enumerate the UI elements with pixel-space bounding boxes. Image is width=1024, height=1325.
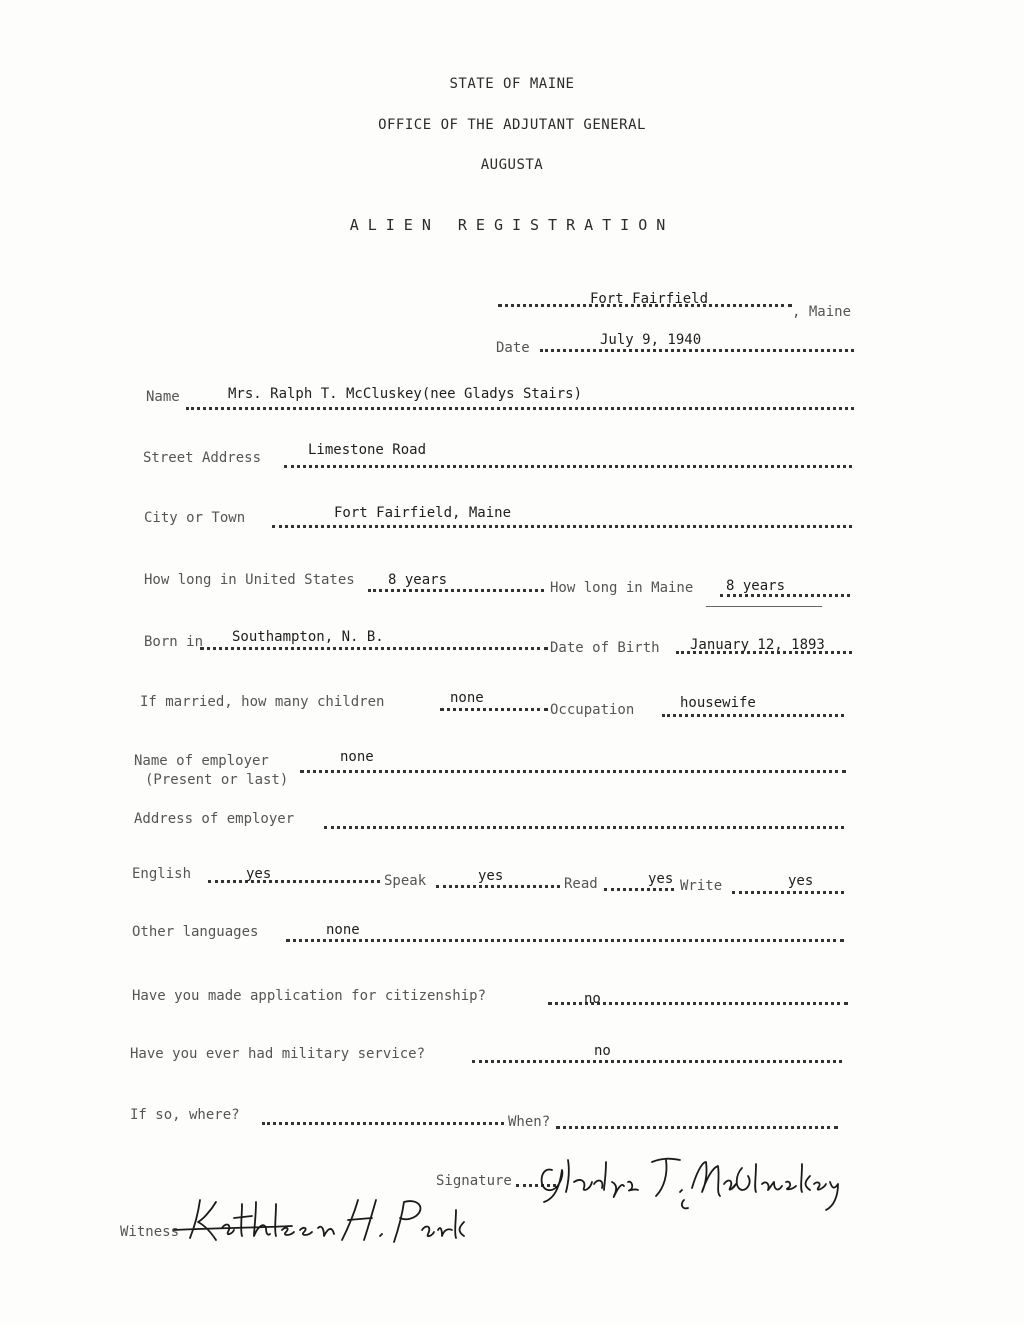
date-value: July 9, 1940	[600, 332, 702, 348]
english-value: yes	[246, 866, 272, 882]
military-value: no	[594, 1043, 611, 1059]
citizenship-value: no	[584, 991, 601, 1007]
how-long-maine-value: 8 years	[726, 578, 786, 594]
read-label: Read	[564, 876, 598, 892]
date-of-birth-value: January 12, 1893	[690, 637, 825, 653]
english-label: English	[132, 866, 192, 882]
witness-label: Witness	[120, 1224, 180, 1240]
other-languages-value: none	[326, 922, 360, 938]
street-address-line	[284, 461, 852, 468]
employer-name-label: Name of employer	[134, 753, 269, 769]
when-label: When?	[508, 1114, 551, 1130]
place-state: , Maine	[792, 304, 852, 320]
write-label: Write	[680, 878, 723, 894]
street-address-value: Limestone Road	[308, 442, 427, 458]
city-town-line	[272, 521, 852, 528]
form-title: ALIEN REGISTRATION	[349, 216, 675, 234]
children-label: If married, how many children	[140, 694, 385, 710]
name-value: Mrs. Ralph T. McCluskey(nee Gladys Stairs)	[228, 386, 583, 402]
how-long-maine-label: How long in Maine	[550, 580, 694, 596]
witness-handwriting	[172, 1190, 472, 1250]
name-label: Name	[146, 389, 180, 405]
when-line	[556, 1122, 838, 1129]
name-line	[186, 403, 854, 410]
speak-label: Speak	[384, 873, 427, 889]
header-office: OFFICE OF THE ADJUTANT GENERAL	[378, 117, 646, 133]
employer-address-line	[324, 822, 844, 829]
born-in-label: Born in	[144, 634, 204, 650]
other-languages-line	[286, 935, 844, 942]
citizenship-label: Have you made application for citizenship?	[132, 988, 487, 1004]
header-city: AUGUSTA	[480, 157, 544, 173]
military-line	[472, 1056, 842, 1063]
english-line	[208, 876, 380, 883]
employer-name-line	[300, 766, 846, 773]
pen-underline-mark	[706, 606, 822, 607]
date-of-birth-label: Date of Birth	[550, 640, 660, 656]
city-town-value: Fort Fairfield, Maine	[334, 505, 512, 521]
how-long-us-label: How long in United States	[144, 572, 355, 588]
how-long-us-value: 8 years	[388, 572, 448, 588]
place-town: Fort Fairfield	[590, 291, 709, 307]
occupation-label: Occupation	[550, 702, 635, 718]
where-line	[262, 1118, 504, 1125]
employer-address-label: Address of employer	[134, 811, 295, 827]
signature-label: Signature	[436, 1173, 512, 1189]
other-languages-label: Other languages	[132, 924, 259, 940]
city-town-label: City or Town	[144, 510, 246, 526]
write-value: yes	[788, 873, 814, 889]
speak-value: yes	[478, 868, 504, 884]
employer-name-sublabel: (Present or last)	[145, 772, 289, 788]
military-label: Have you ever had military service?	[130, 1046, 426, 1062]
where-label: If so, where?	[130, 1107, 240, 1123]
occupation-value: housewife	[680, 695, 756, 711]
street-address-label: Street Address	[143, 450, 262, 466]
occupation-line	[662, 710, 844, 717]
date-label: Date	[496, 340, 530, 356]
read-value: yes	[648, 871, 674, 887]
born-in-value: Southampton, N. B.	[232, 629, 384, 645]
children-value: none	[450, 690, 484, 706]
header-state: STATE OF MAINE	[449, 76, 575, 92]
employer-name-value: none	[340, 749, 374, 765]
